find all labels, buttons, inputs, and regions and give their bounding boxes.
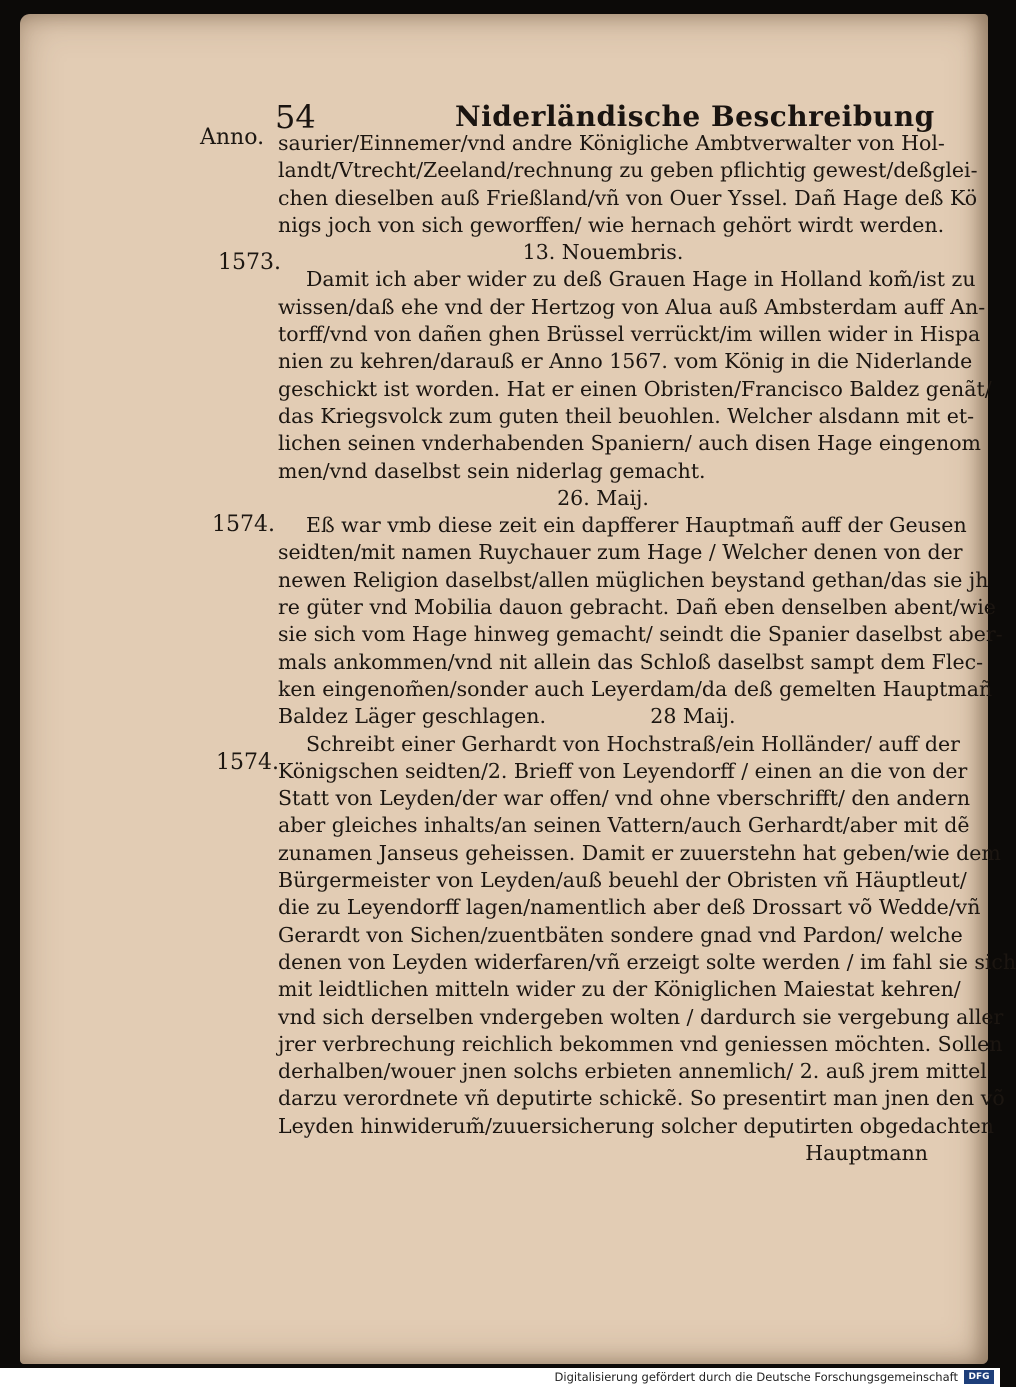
text-line: saurier/Einnemer/vnd andre Königliche Ambtverwalter von Hol-	[278, 131, 945, 155]
text-line: seidten/mit namen Ruychauer zum Hage / Welcher denen von der	[278, 540, 963, 565]
text-line: darzu verordnete vñ deputirte schickẽ. So presentirt man jnen den võ	[278, 1086, 1005, 1111]
margin-year-1573: 1573.	[218, 250, 281, 275]
margin-year-1574-first: 1574.	[212, 512, 275, 537]
text-line: men/vnd daselbst sein niderlag gemacht.	[278, 458, 706, 483]
text-line: Baldez Läger geschlagen. 28 Maij.	[278, 704, 736, 729]
text-line: re güter vnd Mobilia dauon gebracht. Dañ eben denselben abent/wie	[278, 595, 996, 620]
text-line: zunamen Janseus geheissen. Damit er zuuerstehn hat geben/wie dem	[278, 840, 1001, 865]
text-line: Eß war vmb diese zeit ein dapfferer Hauptmañ auff der Geusen	[306, 513, 967, 538]
text-line: mals ankommen/vnd nit allein das Schloß daselbst sampt dem Flec-	[278, 649, 983, 674]
text-line: newen Religion daselbst/allen müglichen beystand gethan/das sie jh	[278, 567, 989, 592]
body-text	[278, 130, 1016, 1167]
dfg-logo-icon: DFG	[964, 1370, 994, 1384]
text-line: ken eingenom̃en/sonder auch Leyerdam/da deß gemelten Hauptmañ	[278, 676, 993, 701]
text-line: Statt von Leyden/der war offen/ vnd ohne vberschrifft/ den andern	[278, 786, 971, 811]
text-line: geschickt ist worden. Hat er einen Obristen/Francisco Baldez genãt/	[278, 376, 992, 401]
text-line: das Kriegsvolck zum guten theil beuohlen. Welcher alsdann mit et-	[278, 403, 975, 428]
text-line: die zu Leyendorff lagen/namentlich aber deß Drossart võ Wedde/vñ	[278, 895, 981, 920]
funding-credit: Digitalisierung gefördert durch die Deutsche Forschungsgemeinschaft	[554, 1370, 958, 1384]
text-line: nien zu kehren/darauß er Anno 1567. vom König in die Niderlande	[278, 349, 973, 374]
text-line: chen dieselben auß Frießland/vñ von Ouer Yssel. Dañ Hage deß Kö	[278, 185, 978, 210]
footer-bar	[0, 1368, 1000, 1387]
text-line: Gerardt von Sichen/zuentbäten sondere gnad vnd Pardon/ welche	[278, 922, 963, 947]
text-line: Königschen seidten/2. Brieff von Leyendorff / einen an die von der	[278, 758, 968, 783]
date-heading: 26. Maij.	[557, 485, 649, 510]
text-line: Bürgermeister von Leyden/auß beuehl der Obristen vñ Häuptleut/	[278, 868, 967, 893]
text-line: vnd sich derselben vndergeben wolten / dardurch sie vergebung aller	[278, 1004, 1004, 1029]
page-number: 54	[275, 98, 316, 136]
margin-anno: Anno.	[200, 125, 265, 150]
text-line: torff/vnd von dañen ghen Brüssel verrückt/im willen wider in Hispa	[278, 322, 981, 347]
text-line: denen von Leyden widerfaren/vñ erzeigt solte werden / im fahl sie sich	[278, 949, 1016, 974]
text-line: jrer verbrechung reichlich bekommen vnd geniessen möchten. Sollen	[278, 1031, 1003, 1056]
date-heading: 13. Nouembris.	[522, 240, 684, 265]
text-line: Damit ich aber wider zu deß Grauen Hage in Holland kom̃/ist zu	[306, 267, 976, 292]
running-title: Niderländische Beschreibung	[455, 100, 935, 133]
margin-year-1574-second: 1574.	[216, 750, 279, 775]
text-line: landt/Vtrecht/Zeeland/rechnung zu geben pflichtig gewest/deßglei-	[278, 158, 978, 183]
catchword: Hauptmann	[805, 1140, 928, 1165]
text-line: wissen/daß ehe vnd der Hertzog von Alua auß Ambsterdam auff An-	[278, 294, 986, 319]
text-line: derhalben/wouer jnen solchs erbieten annemlich/ 2. auß jrem mittel	[278, 1059, 987, 1084]
text-line: lichen seinen vnderhabenden Spaniern/ auch disen Hage eingenom	[278, 431, 981, 456]
text-line: sie sich vom Hage hinweg gemacht/ seindt die Spanier daselbst aber-	[278, 622, 1003, 647]
text-line: Schreibt einer Gerhardt von Hochstraß/ein Holländer/ auff der	[306, 731, 960, 756]
text-line: mit leidtlichen mitteln wider zu der Königlichen Maiestat kehren/	[278, 977, 961, 1002]
text-line: Leyden hinwiderum̃/zuuersicherung solcher deputirten obgedachten	[278, 1113, 994, 1138]
text-line: aber gleiches inhalts/an seinen Vattern/auch Gerhardt/aber mit dẽ	[278, 813, 970, 838]
text-line: nigs joch von sich geworffen/ wie hernach gehört wirdt werden.	[278, 212, 945, 237]
